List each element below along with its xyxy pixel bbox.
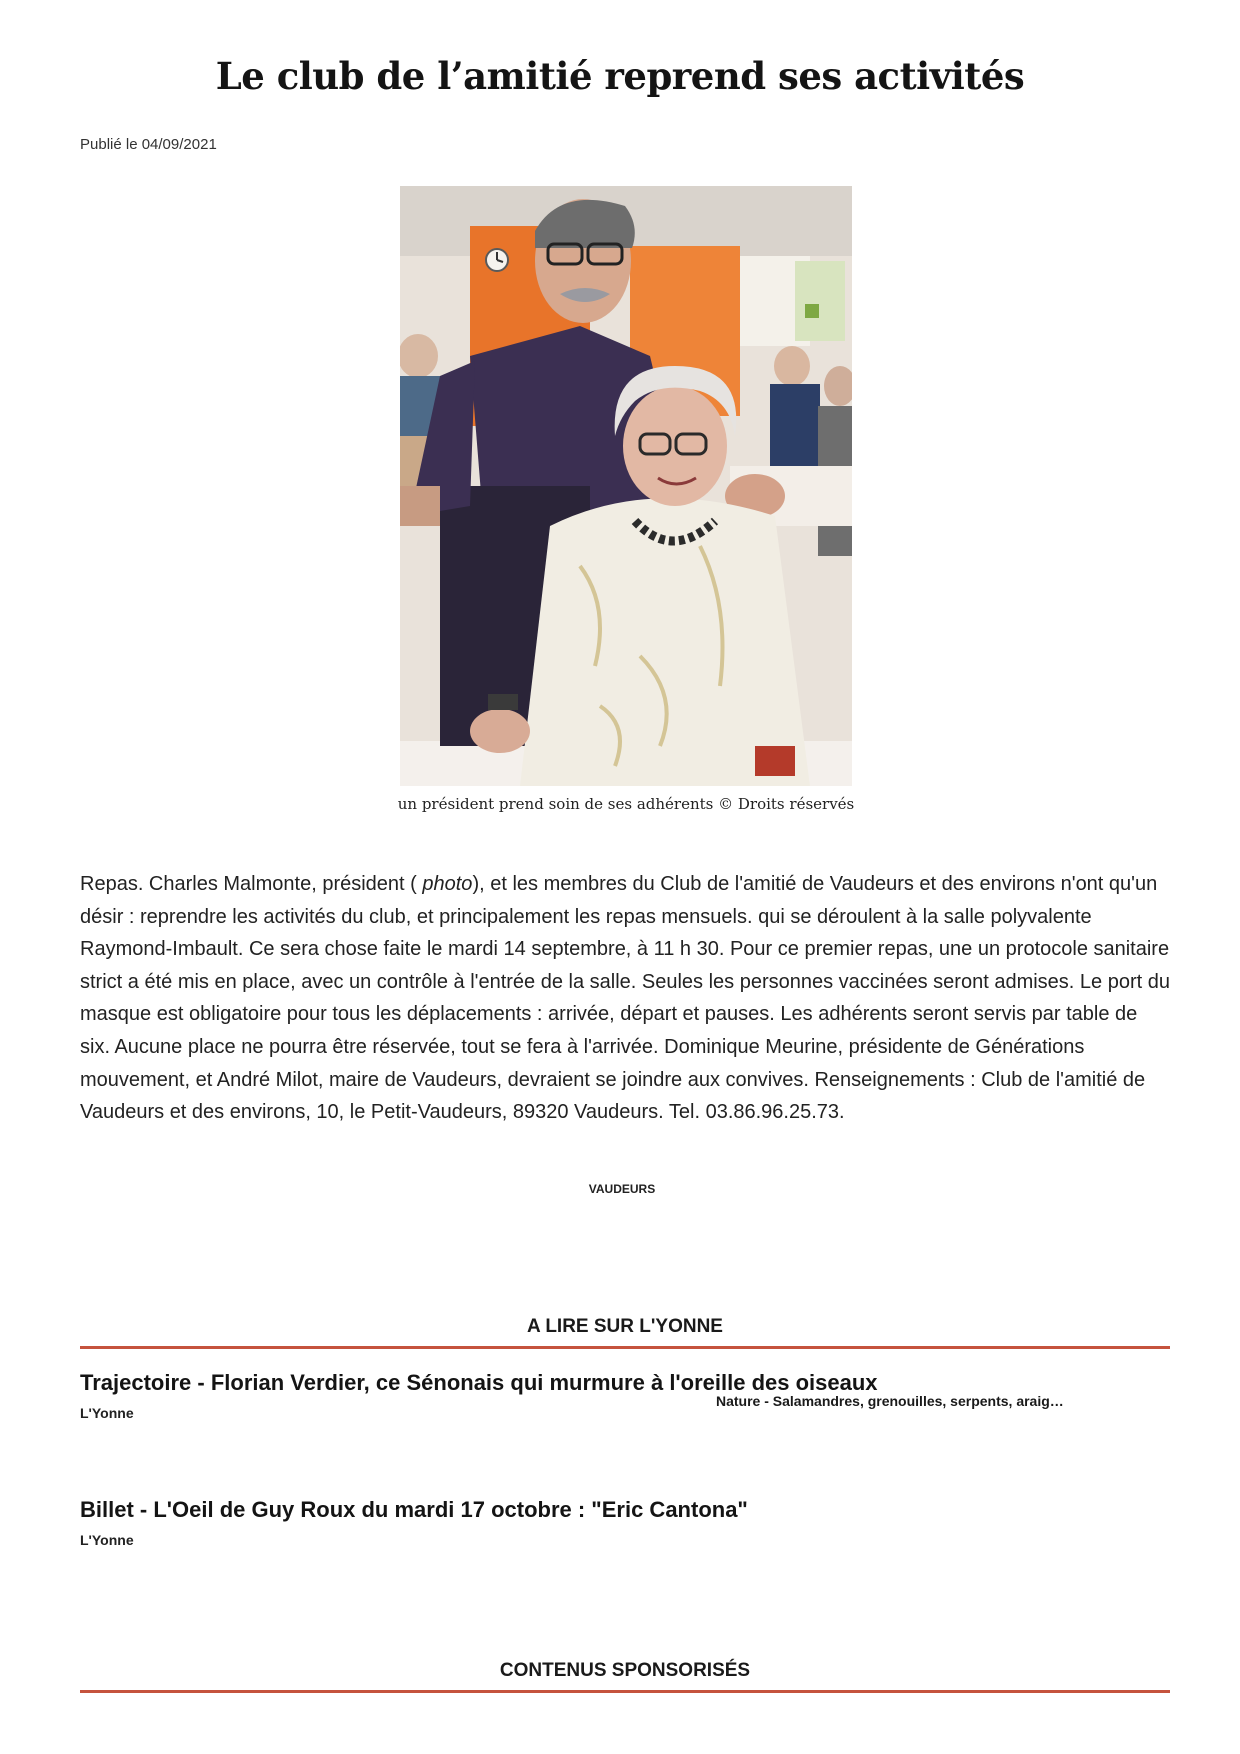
publication-date: Publié le 04/09/2021 xyxy=(80,136,217,153)
article-title: Le club de l’amitié reprend ses activités xyxy=(215,54,1025,98)
article-body-start: Repas. Charles Malmonte, président ( xyxy=(80,873,423,895)
photo-caption: un président prend soin de ses adhérents © Droits réservés xyxy=(397,795,855,813)
related-item-title[interactable]: Billet - L'Oeil de Guy Roux du mardi 17 octobre : "Eric Cantona" xyxy=(80,1497,748,1522)
related-section-heading: A LIRE SUR L'YONNE xyxy=(80,1316,1170,1349)
article-body-rest: ), et les membres du Club de l'amitié de Vaudeurs et des environs n'ont qu'un désir : reprendre les activités du club, et principalement les repas mensuels. qui se déroulent à la salle polyvalente Raymond-Imbault. Ce sera chose faite le mardi 14 septembre, à 11 h 30. Pour ce premier repas, une un protocole sanitaire strict a été mis en place, avec un contrôle à l'entrée de la salle. Seules les personnes vaccinées seront admises. Le port du masque est obligatoire pour tous les déplacements : arrivée, départ et pauses. Les adhérents seront servis par table de six. Aucune place ne pourra être réservée, tout se fera à l'arrivée. Dominique Meurine, présidente de Générations mouvement, et André Milot, maire de Vaudeurs, devraient se joindre aux convives. Renseignements : Club de l'amitié de Vaudeurs et des environs, 10, le Petit-Vaudeurs, 89320 Vaudeurs. Tel. 03.86.96.25.73. xyxy=(80,873,1170,1124)
article-photo xyxy=(400,186,852,786)
article-body-photo-ref: photo xyxy=(422,873,473,895)
related-item-source: L'Yonne xyxy=(80,1405,134,1421)
sponsored-section-heading: CONTENUS SPONSORISÉS xyxy=(80,1660,1170,1693)
related-item-title[interactable]: Trajectoire - Florian Verdier, ce Sénonais qui murmure à l'oreille des oiseaux xyxy=(80,1370,878,1395)
location-tag[interactable]: VAUDEURS xyxy=(588,1182,656,1196)
related-item-source: L'Yonne xyxy=(80,1532,134,1548)
related-side-link[interactable]: Nature - Salamandres, grenouilles, serpents, araig… xyxy=(716,1393,1064,1409)
article-body xyxy=(80,868,1170,1129)
